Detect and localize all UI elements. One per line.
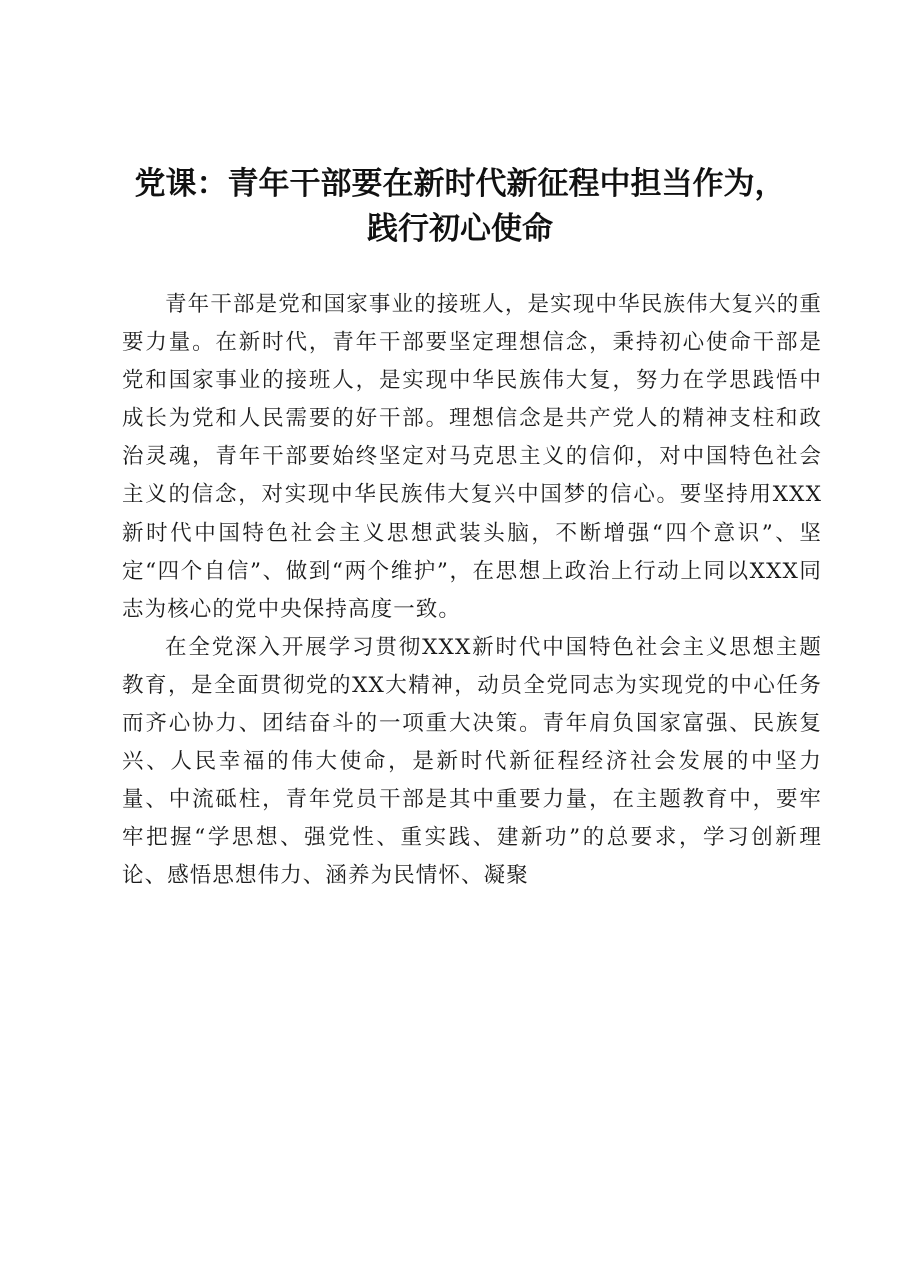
document-body (122, 286, 822, 896)
title-line-1: 党课：青年干部要在新时代新征程中担当作为， (134, 166, 786, 202)
title-line-2: 践行初心使命 (367, 211, 553, 247)
document-title (110, 162, 810, 252)
paragraph-2: 在全党深入开展学习贯彻XXX新时代中国特色社会主义思想主题教育，是全面贯彻党的XX大精神，动员全党同志为实现党的中心任务而齐心协力、团结奋斗的一项重大决策。青年肩负国家富强、民族复兴、人民幸福的伟大使命，是新时代新征程经济社会发展的中坚力量、中流砥柱，青年党员干部是其中重要力量，在主题教育中，要牢牢把握“学思想、强党性、重实践、建新功”的总要求，学习创新理论、感悟思想伟力、涵养为民情怀、凝聚 (122, 634, 822, 889)
paragraph-1: 青年干部是党和国家事业的接班人，是实现中华民族伟大复兴的重要力量。在新时代，青年干部要坚定理想信念，秉持初心使命干部是党和国家事业的接班人，是实现中华民族伟大复，努力在学思践悟中成长为党和人民需要的好干部。理想信念是共产党人的精神支柱和政治灵魂，青年干部要始终坚定对马克思主义的信仰，对中国特色社会主义的信念，对实现中华民族伟大复兴中国梦的信心。要坚持用XXX新时代中国特色社会主义思想武装头脑，不断增强“四个意识”、坚定“四个自信”、做到“两个维护”，在思想上政治上行动上同以XXX同志为核心的党中央保持高度一致。 (122, 292, 822, 622)
